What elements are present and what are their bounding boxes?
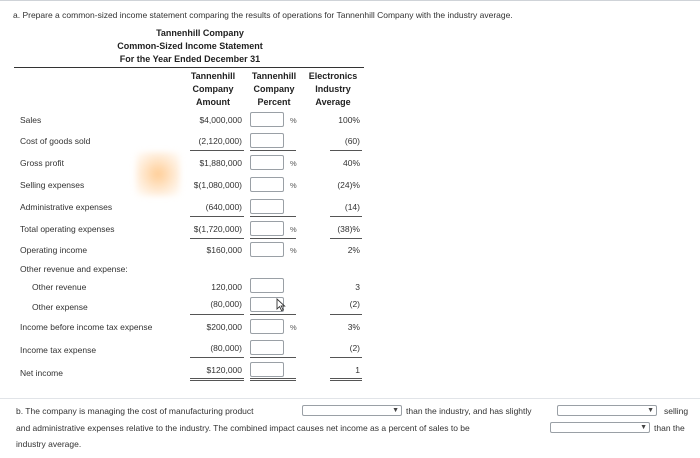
double-underline-percent-net-income (250, 378, 296, 381)
percent-input-income-tax[interactable] (250, 340, 284, 355)
percent-input-total-opex[interactable] (250, 221, 284, 236)
percent-input-other-revenue[interactable] (250, 278, 284, 293)
percent-sign-income-before-tax: % (290, 323, 297, 332)
company-name: Tannenhill Company (156, 28, 244, 38)
col-header-amount-line2: Company (192, 84, 234, 94)
col-header-industry (304, 70, 362, 109)
row-label-other-expense: Other expense (32, 302, 88, 312)
row-label-income-before-tax: Income before income tax expense (20, 322, 153, 332)
underline-amount-total-opex (190, 238, 244, 239)
percent-input-net-income[interactable] (250, 362, 284, 377)
row-industry-income-tax: (2) (349, 343, 360, 353)
triangle-down-icon: ▼ (392, 407, 399, 414)
col-header-percent-line3: Percent (257, 97, 291, 107)
instruction-text: a. Prepare a common-sized income statement comparing the results of operations for Tannenhill Company with the industry average. (13, 10, 513, 20)
triangle-down-icon: ▼ (647, 407, 654, 414)
row-amount-selling: $(1,080,000) (193, 180, 242, 190)
col-header-industry-line2: Industry (315, 84, 351, 94)
part-b-text-2: than the industry, and has slightly (406, 406, 532, 416)
row-label-operating-income: Operating income (20, 245, 88, 255)
double-underline-industry-net-income (330, 378, 362, 381)
underline-percent-income-tax (250, 357, 296, 358)
double-underline-amount-net-income (190, 378, 244, 381)
col-header-percent-line2: Company (253, 84, 295, 94)
header-rule (14, 67, 364, 68)
row-amount-other-revenue: 120,000 (211, 282, 242, 292)
blur-artifact (136, 152, 180, 196)
percent-sign-selling: % (290, 181, 297, 190)
percent-sign-operating-income: % (290, 246, 297, 255)
col-header-industry-line1: Electronics (308, 71, 358, 81)
underline-percent-admin (250, 216, 296, 217)
section-divider (0, 398, 700, 399)
row-amount-admin: (640,000) (205, 202, 242, 212)
row-amount-sales: $4,000,000 (199, 115, 242, 125)
underline-industry-income-tax (330, 357, 362, 358)
percent-sign-sales: % (290, 116, 297, 125)
underline-industry-other-expense (330, 314, 362, 315)
row-industry-gross-profit: 40% (342, 158, 360, 168)
percent-input-gross-profit[interactable] (250, 155, 284, 170)
row-amount-other-expense: (80,000) (210, 299, 242, 309)
percent-input-admin[interactable] (250, 199, 284, 214)
underline-percent-total-opex (250, 238, 296, 239)
row-industry-total-opex: (38)% (337, 224, 360, 234)
percent-input-income-before-tax[interactable] (250, 319, 284, 334)
percent-input-cogs[interactable] (250, 133, 284, 148)
underline-percent-other-expense (250, 314, 296, 315)
row-amount-net-income: $120,000 (206, 365, 242, 375)
row-label-net-income: Net income (20, 368, 63, 378)
part-b-text-4: and administrative expenses relative to the industry. The combined impact causes net income as a percent of sales to be (16, 423, 470, 433)
dropdown-manufacturing-cost[interactable] (302, 405, 402, 416)
row-industry-net-income: 1 (355, 365, 360, 375)
row-label-cogs: Cost of goods sold (20, 136, 91, 146)
statement-title: Common-Sized Income Statement (117, 41, 263, 51)
row-label-other-revenue: Other revenue (32, 282, 87, 292)
part-b-text-3: selling (664, 406, 689, 416)
row-amount-cogs: (2,120,000) (198, 136, 242, 146)
top-border (0, 0, 700, 1)
col-header-amount (188, 70, 238, 109)
row-label-admin: Administrative expenses (20, 202, 113, 212)
underline-amount-income-tax (190, 357, 244, 358)
col-header-industry-line3: Average (315, 97, 351, 107)
row-amount-income-tax: (80,000) (210, 343, 242, 353)
col-header-percent-line1: Tannenhill (251, 71, 297, 81)
part-b-text-1: b. The company is managing the cost of manufacturing product (16, 406, 254, 416)
underline-amount-other-expense (190, 314, 244, 315)
underline-amount-cogs (190, 150, 244, 151)
percent-input-operating-income[interactable] (250, 242, 284, 257)
col-header-amount-line3: Amount (196, 97, 230, 107)
row-amount-income-before-tax: $200,000 (206, 322, 242, 332)
row-amount-gross-profit: $1,880,000 (199, 158, 242, 168)
row-industry-income-before-tax: 3% (347, 322, 360, 332)
row-industry-operating-income: 2% (347, 245, 360, 255)
dropdown-net-income[interactable] (550, 422, 650, 433)
triangle-down-icon: ▼ (640, 424, 647, 431)
row-amount-operating-income: $160,000 (206, 245, 242, 255)
percent-sign-gross-profit: % (290, 159, 297, 168)
underline-industry-cogs (330, 150, 362, 151)
row-industry-sales: 100% (338, 115, 360, 125)
row-label-selling: Selling expenses (20, 180, 85, 190)
part-b-text-5: than the (654, 423, 685, 433)
row-label-gross-profit: Gross profit (20, 158, 64, 168)
underline-percent-cogs (250, 150, 296, 151)
percent-input-sales[interactable] (250, 112, 284, 127)
percent-input-selling[interactable] (250, 177, 284, 192)
percent-sign-total-opex: % (290, 225, 297, 234)
mouse-cursor-icon (276, 298, 288, 312)
row-industry-other-expense: (2) (349, 299, 360, 309)
statement-period: For the Year Ended December 31 (119, 54, 261, 64)
col-header-amount-line1: Tannenhill (190, 71, 236, 81)
row-label-income-tax: Income tax expense (20, 345, 97, 355)
row-label-other-rev-exp: Other revenue and expense: (20, 264, 128, 274)
row-industry-cogs: (60) (344, 136, 360, 146)
underline-amount-admin (190, 216, 244, 217)
row-label-total-opex: Total operating expenses (20, 224, 115, 234)
row-amount-total-opex: $(1,720,000) (193, 224, 242, 234)
col-header-percent (246, 70, 302, 109)
row-industry-selling: (24)% (337, 180, 360, 190)
part-b-text-6: industry average. (16, 439, 82, 449)
underline-industry-total-opex (330, 238, 362, 239)
underline-industry-admin (330, 216, 362, 217)
row-label-sales: Sales (20, 115, 42, 125)
dropdown-selling-admin[interactable] (557, 405, 657, 416)
row-industry-other-revenue: 3 (355, 282, 360, 292)
row-industry-admin: (14) (344, 202, 360, 212)
